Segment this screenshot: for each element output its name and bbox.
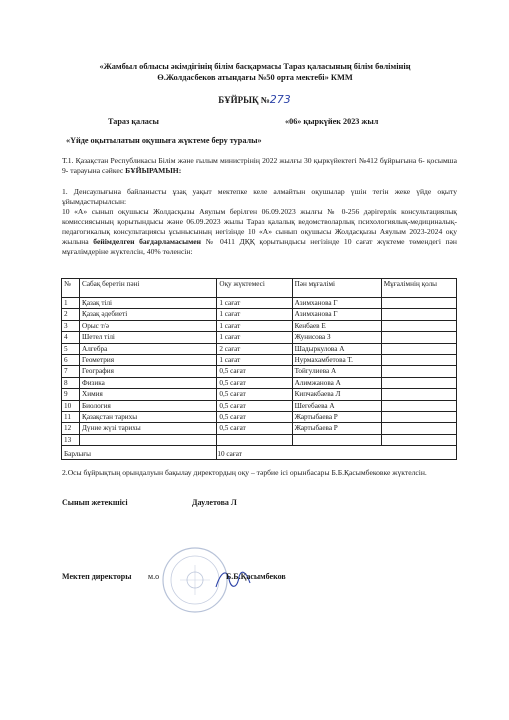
row-signature (381, 389, 456, 400)
row-subject: Алгебра (80, 343, 217, 354)
table-row (62, 434, 457, 445)
row-teacher: Тойгулиева А (292, 366, 381, 377)
row-load: 0,5 сағат (217, 423, 292, 434)
col-load: Оқу жүктемесі (217, 279, 292, 298)
row-signature (381, 298, 456, 309)
row-number: 4 (62, 332, 80, 343)
table-row (62, 354, 457, 365)
row-load: 1 сағат (217, 298, 292, 309)
table-row (62, 389, 457, 400)
row-teacher: Шегебаева А (292, 400, 381, 411)
row-number: 5 (62, 343, 80, 354)
row-signature (381, 423, 456, 434)
total-label (62, 446, 217, 460)
director-name: Б.Б.Қасымбеков (226, 572, 286, 581)
class-teacher-name: Даулетова Л (192, 498, 237, 507)
col-signature: Мұғалімнің қолы (381, 279, 456, 298)
row-load (217, 434, 292, 445)
row-load: 0,5 сағат (217, 411, 292, 422)
class-teacher-role: Сынып жетекшісі (62, 498, 128, 507)
item-2: 2.Осы бұйрықтың орындалуын бақылау директордың оқу – тәрбие ісі орынбасары Б.Б.Қасымбековке жүктелсін. (62, 468, 427, 477)
place: Тараз қаласы (108, 117, 159, 126)
table-row (62, 320, 457, 331)
row-subject: Геометрия (80, 354, 217, 365)
row-signature (381, 320, 456, 331)
row-number: 9 (62, 389, 80, 400)
row-number: 12 (62, 423, 80, 434)
row-subject: Қазақ әдебиеті (80, 309, 217, 320)
row-number: 1 (62, 298, 80, 309)
row-number: 6 (62, 354, 80, 365)
row-subject: Қазақстан тарихы (80, 411, 217, 422)
table-header-row (62, 279, 457, 298)
stamp-mark: м.о (148, 572, 160, 581)
row-subject: Физика (80, 377, 217, 388)
row-teacher: Жунисова З (292, 332, 381, 343)
row-number: 13 (62, 434, 80, 445)
table-row (62, 309, 457, 320)
row-subject: Қазақ тілі (80, 298, 217, 309)
row-load: 0,5 сағат (217, 366, 292, 377)
row-number: 7 (62, 366, 80, 377)
table-row (62, 343, 457, 354)
row-load: 0,5 сағат (217, 377, 292, 388)
order-number: 273 (269, 93, 291, 106)
row-signature (381, 332, 456, 343)
row-subject: Дүние жүзі тарихы (80, 423, 217, 434)
row-signature (381, 354, 456, 365)
header-line-2: Ө.Жолдасбеков атындағы №50 орта мектебі» КММ (157, 73, 353, 82)
row-number: 2 (62, 309, 80, 320)
item-1-bold: бейімделген бағдарламасымен (93, 237, 202, 246)
row-teacher: Азимханова Г (292, 309, 381, 320)
total-value: 10 сағат (217, 446, 457, 460)
row-load: 1 сағат (217, 332, 292, 343)
row-subject: География (80, 366, 217, 377)
row-load: 0,5 сағат (217, 400, 292, 411)
preamble-emphasis: БҰЙЫРАМЫН: (125, 166, 182, 175)
col-subject: Сабақ беретін пәні (80, 279, 217, 298)
row-number: 11 (62, 411, 80, 422)
row-load: 1 сағат (217, 320, 292, 331)
total-row (62, 446, 457, 460)
order-label: БҰЙРЫҚ № (218, 95, 270, 105)
row-teacher: Кенбаев Е (292, 320, 381, 331)
item-1-body (62, 207, 457, 257)
row-teacher: Жартыбаева Р (292, 411, 381, 422)
total-label-text: Барлығы (64, 450, 92, 459)
header-line-1: «Жамбыл облысы әкімдігінің білім басқармасы Тараз қаласының білім бөлімінің (99, 62, 411, 71)
row-teacher: Жартыбаева Р (292, 423, 381, 434)
row-teacher: Нурмахамбетова Т. (292, 354, 381, 365)
table-row (62, 366, 457, 377)
table-row (62, 332, 457, 343)
item-1-text-a: 10 «А» сынып оқушысы Жолдасқызы Аяулым берілген 06.09.2023 жылғы № 0-256 дәрігерлік консультациялық комиссиясының қорытындысы және 06.09.2023 жылы Тараз қалалық ведомстволарлық психологиялық-медициналық-педагогикалық консультациясы ұсынысының негізінде 10 «А» сынып оқушысы Жолдасқызы Аяулым 2023-2024 оқу жылына (62, 207, 457, 246)
row-subject (80, 434, 217, 445)
row-signature (381, 411, 456, 422)
preamble (62, 156, 457, 176)
row-signature (381, 434, 456, 445)
row-teacher: Азимханова Г (292, 298, 381, 309)
order-title (0, 93, 509, 106)
row-load: 0,5 сағат (217, 389, 292, 400)
table-row (62, 298, 457, 309)
row-teacher (292, 434, 381, 445)
row-subject: Шетел тілі (80, 332, 217, 343)
row-signature (381, 377, 456, 388)
row-teacher: Алимжанова А (292, 377, 381, 388)
row-subject: Биология (80, 400, 217, 411)
director-role: Мектеп директоры (62, 572, 132, 581)
row-number: 10 (62, 400, 80, 411)
col-teacher: Пән мұғалімі (292, 279, 381, 298)
row-load: 1 сағат (217, 309, 292, 320)
row-signature (381, 309, 456, 320)
table-row (62, 423, 457, 434)
row-signature (381, 400, 456, 411)
row-load: 1 сағат (217, 354, 292, 365)
col-number: № (62, 279, 80, 298)
date: «06» қыркүйек 2023 жыл (285, 117, 379, 126)
row-number: 3 (62, 320, 80, 331)
row-teacher: Кипчакбаева Л (292, 389, 381, 400)
row-signature (381, 366, 456, 377)
preamble-text: Т.1. Қазақстан Республикасы Білім және ғылым министрінің 2022 жылғы 30 қыркүйектегі №412 бұйрығына 6- қосымша 9- тарауына сәйкес (62, 156, 457, 175)
item-1-intro: 1. Денсаулығына байланысты ұзақ уақыт мектепке келе алмайтын оқушылар үшін тегін жеке үйде оқыту ұйымдастырылсын: (62, 187, 457, 206)
table-row (62, 400, 457, 411)
subject-line: «Үйде оқытылатын оқушыға жүктеме беру туралы» (66, 136, 262, 145)
row-subject: Орыс т/ә (80, 320, 217, 331)
row-number: 8 (62, 377, 80, 388)
row-teacher: Шадыркулова А (292, 343, 381, 354)
row-load: 2 сағат (217, 343, 292, 354)
row-subject: Химия (80, 389, 217, 400)
table-row (62, 377, 457, 388)
load-table (61, 278, 457, 460)
table-row (62, 411, 457, 422)
item-1-text-c: № 0411 ДҚҚ қорытындысы негізінде 10 сағат жүктеме төмендегі пән мұғалімдеріне жүктелсін, 40% төленсін: (62, 237, 457, 256)
row-signature (381, 343, 456, 354)
item-1 (62, 187, 457, 257)
